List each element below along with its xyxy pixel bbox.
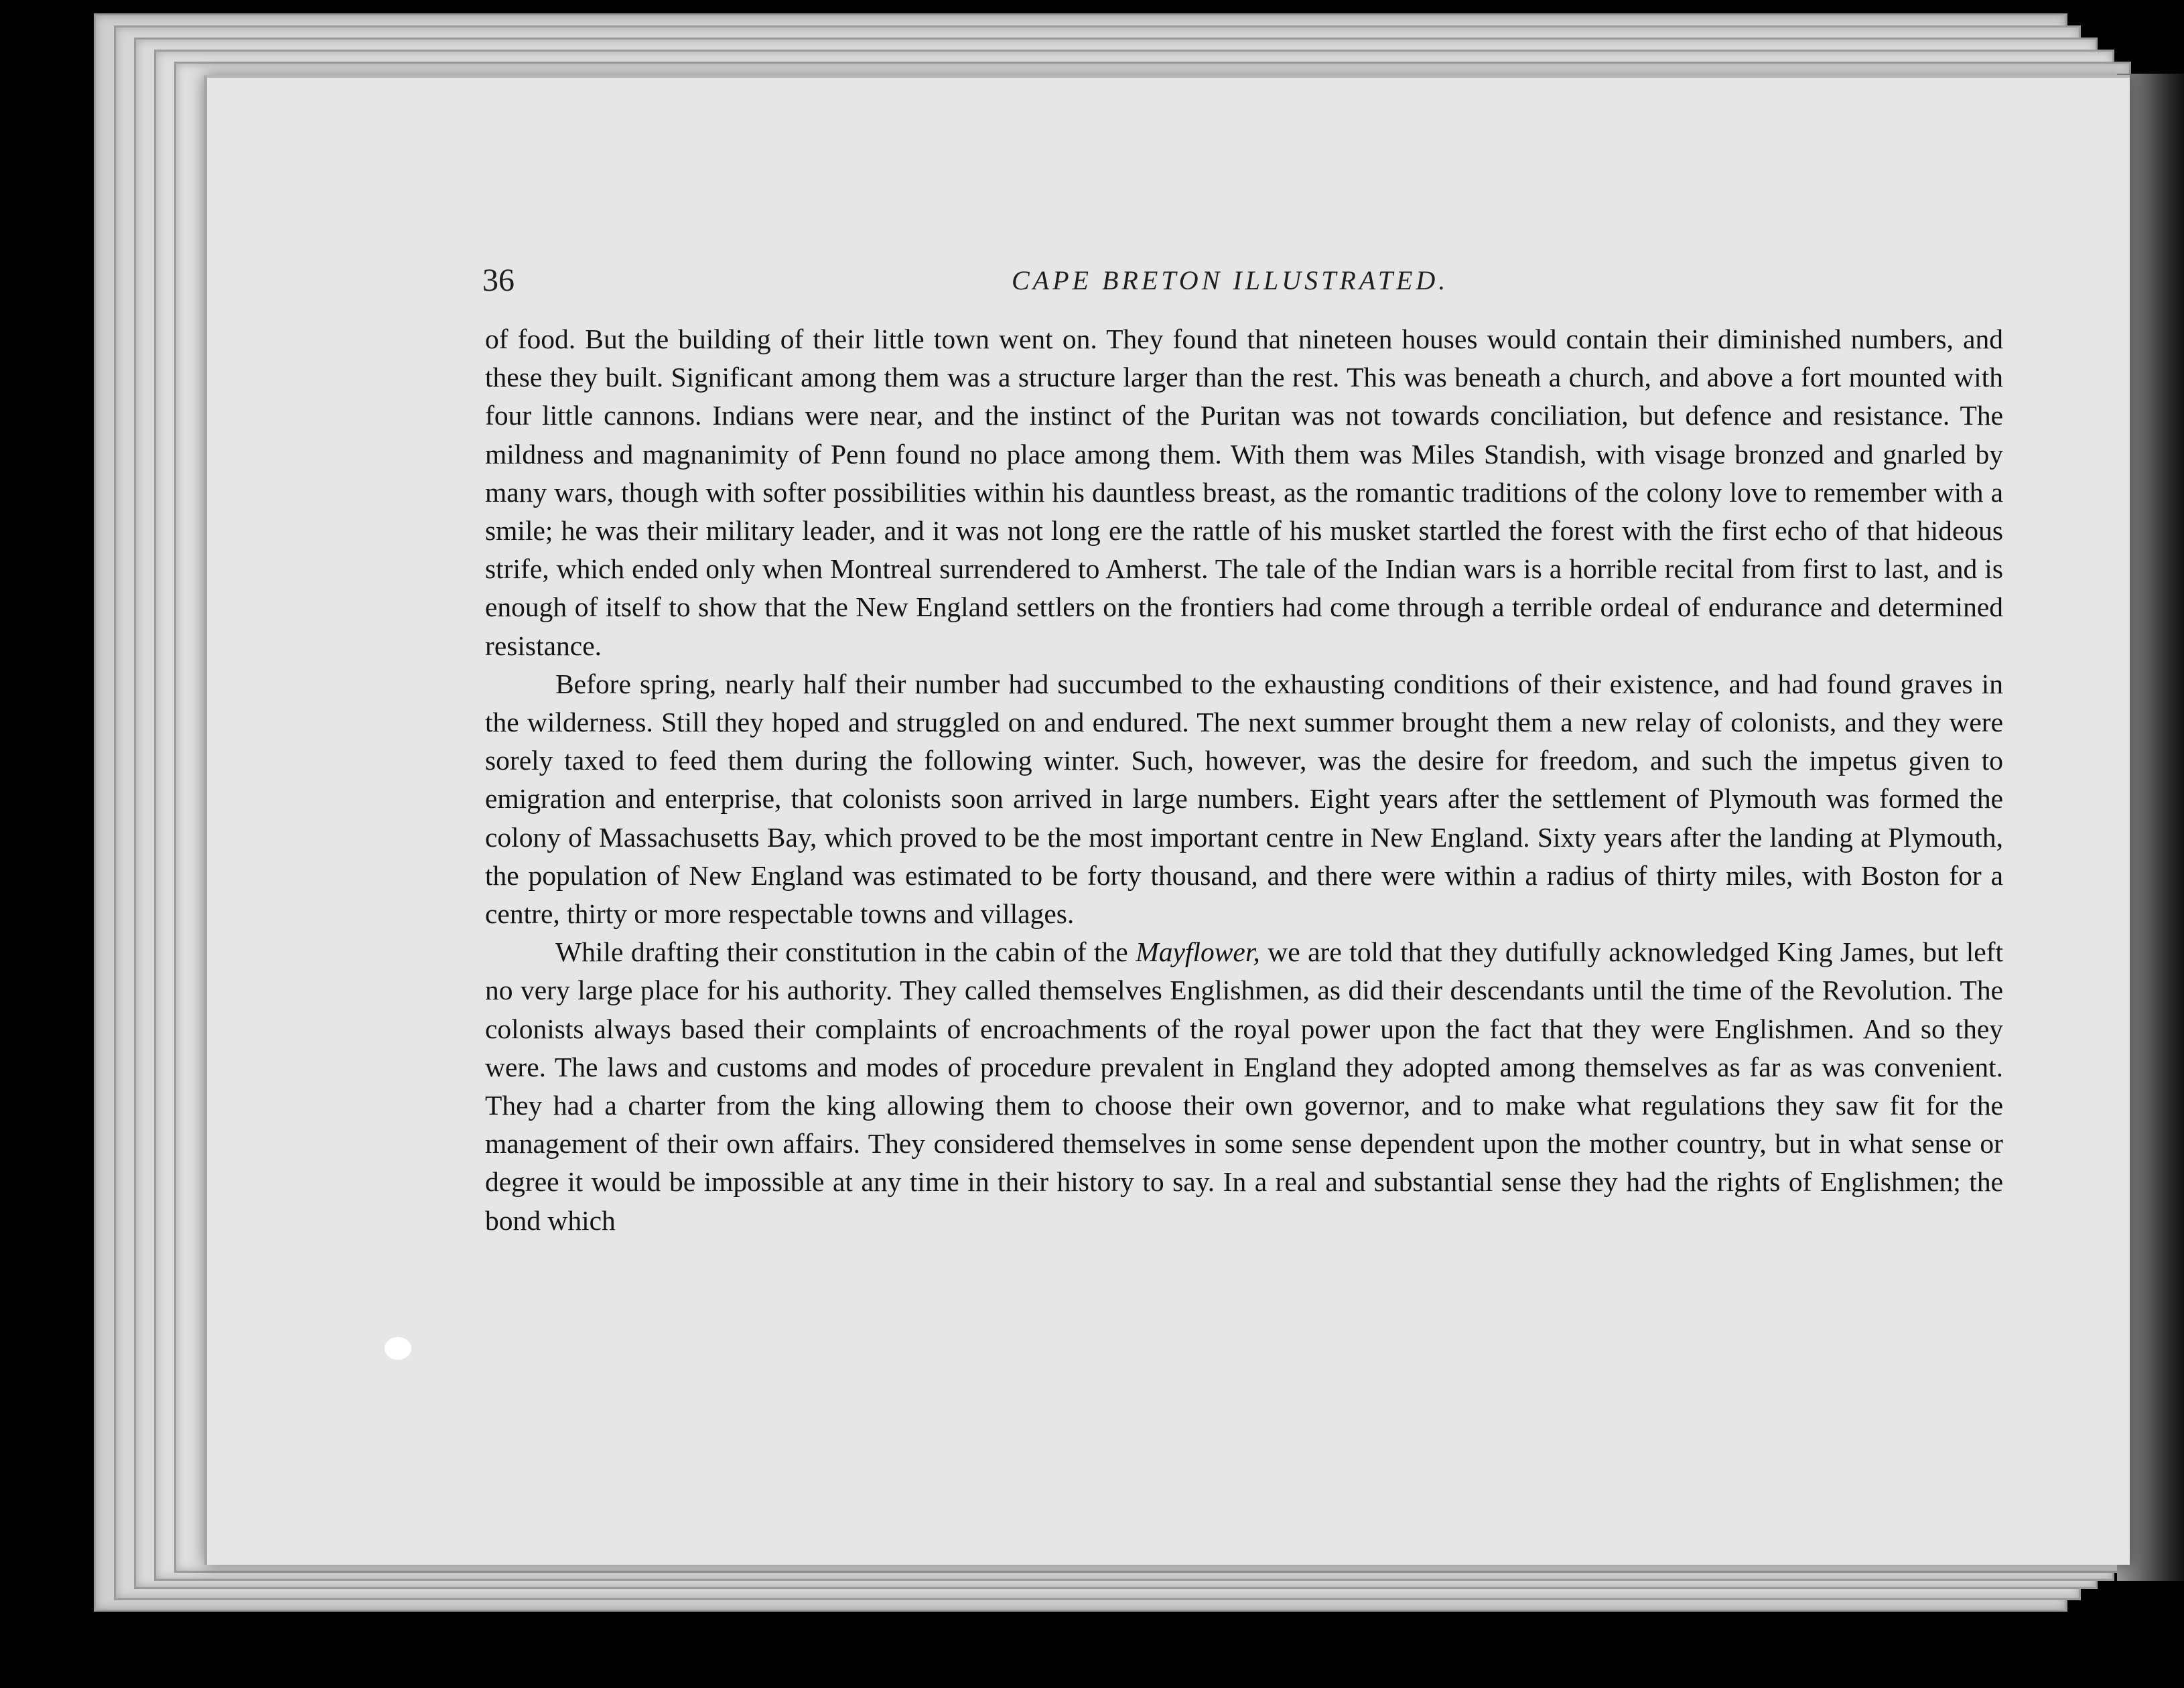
italic-text: Mayflower,: [1136, 936, 1260, 968]
paragraph: [485, 933, 2003, 1240]
text-run: Before spring, nearly half their number had succumbed to the exhausting conditions of their existence, and had found graves in the wilderness. Still they hoped and struggled on and endured. The next summer brought them a new relay of colonists, and they were sorely taxed to feed them during the following winter. Such, however, was the desire for freedom, and such the impetus given to emigration and enterprise, that colonists soon arrived in large numbers. Eight years after the settlement of Plymouth was formed the colony of Massachusetts Bay, which proved to be the most important centre in New England. Sixty years after the landing at Plymouth, the population of New England was estimated to be forty thousand, and there were within a radius of thirty miles, with Boston for a centre, thirty or more respectable towns and villages.: [485, 668, 2003, 930]
text-run: While drafting their constitution in the cabin of the: [555, 936, 1136, 968]
body-text: [485, 320, 2003, 1240]
page-number: 36: [482, 263, 515, 298]
text-run: we are told that they dutifully acknowledged King James, but left no very large place for his authority. They called themselves Englishmen, as did their descendants until the time of the Revolution. The colonists always based their complaints of encroachments of the royal power upon the fact that they were Englishmen. And so they were. The laws and customs and modes of procedure prevalent in England they adopted among themselves as far as was convenient. They had a charter from the king allowing them to choose their own governor, and to make what regulations they saw fit for the management of their own affairs. They considered themselves in some sense dependent upon the mother country, but in what sense or degree it would be impossible at any time in their history to say. In a real and substantial sense they had the rights of Englishmen; the bond which: [485, 936, 2003, 1236]
paragraph: [485, 665, 2003, 933]
text-run: of food. But the building of their little town went on. They found that nineteen houses would contain their diminished numbers, and these they built. Significant among them was a structure larger than the rest. This was beneath a church, and above a fort mounted with four little cannons. Indians were near, and the instinct of the Puritan was not towards conciliation, but defence and resistance. The mildness and magnanimity of Penn found no place among them. With them was Miles Standish, with visage bronzed and gnarled by many wars, though with softer possibilities within his dauntless breast, as the romantic traditions of the colony love to remember with a smile; he was their military leader, and it was not long ere the rattle of his musket startled the forest with the first echo of that hideous strife, which ended only when Montreal surrendered to Amherst. The tale of the Indian wars is a horrible recital from first to last, and is enough of itself to show that the New England settlers on the frontiers had come through a terrible ordeal of endurance and determined resistance.: [485, 324, 2003, 661]
running-head: [482, 257, 2010, 304]
paragraph: [485, 320, 2003, 665]
paper-speck: [385, 1337, 411, 1360]
book-title: CAPE BRETON ILLUSTRATED.: [1012, 265, 1449, 295]
